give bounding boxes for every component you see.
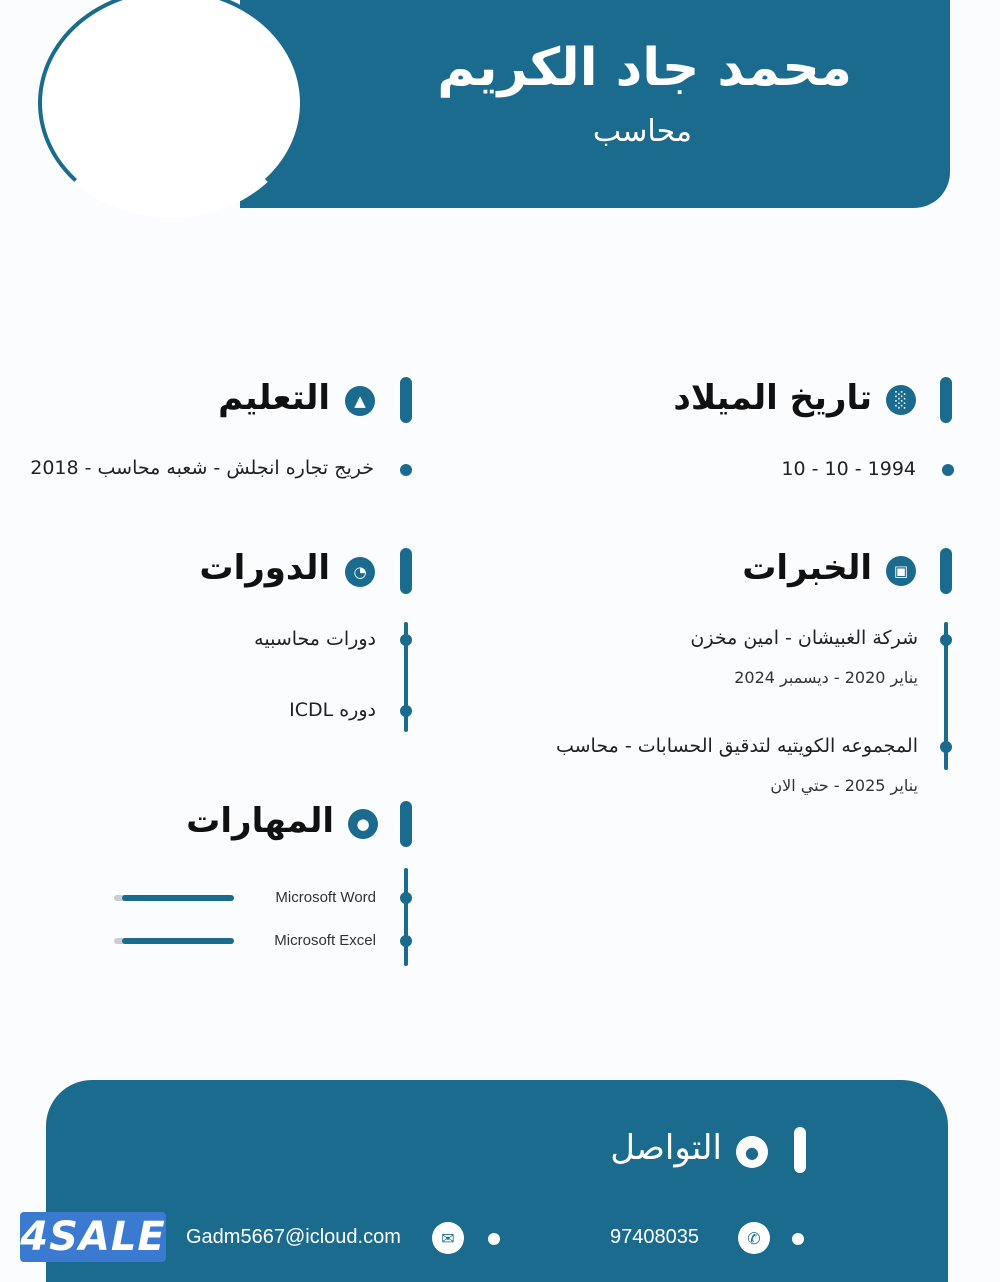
skill-label: Microsoft Word bbox=[275, 889, 376, 906]
section-bar-courses bbox=[400, 548, 412, 594]
birth-date: 1994 - 10 - 10 bbox=[781, 458, 916, 480]
experience-period: يناير 2020 - ديسمبر 2024 bbox=[734, 668, 918, 687]
section-title-education: التعليم bbox=[218, 378, 330, 418]
user-icon: ● bbox=[736, 1136, 768, 1168]
timeline-dot bbox=[940, 634, 952, 646]
experience-title: شركة الغبيشان - امين مخزن bbox=[690, 627, 918, 649]
job-title: محاسب bbox=[592, 114, 692, 149]
course-item: دوره ICDL bbox=[289, 699, 376, 721]
contact-band bbox=[46, 1080, 948, 1282]
section-title-experience: الخبرات bbox=[742, 548, 872, 588]
section-title-birth: تاريخ الميلاد bbox=[673, 378, 872, 418]
bullet bbox=[792, 1233, 804, 1245]
briefcase-icon: ▣ bbox=[886, 556, 916, 586]
section-bar-skills bbox=[400, 801, 412, 847]
section-bar-contact bbox=[794, 1127, 806, 1173]
skill-label: Microsoft Excel bbox=[274, 932, 376, 949]
section-title-contact: التواصل bbox=[610, 1128, 722, 1168]
watermark-logo: 4SALE bbox=[20, 1214, 166, 1260]
section-bar-experience bbox=[940, 548, 952, 594]
section-bar-birth bbox=[940, 377, 952, 423]
experience-period: يناير 2025 - حتي الان bbox=[770, 776, 918, 795]
experience-title: المجموعه الكويتيه لتدقيق الحسابات - محاسب bbox=[555, 735, 918, 757]
skill-bar-fill bbox=[122, 938, 234, 944]
section-bar-education bbox=[400, 377, 412, 423]
timeline-line bbox=[404, 868, 408, 966]
course-item: دورات محاسبيه bbox=[254, 628, 376, 650]
birthday-cake-icon: ░ bbox=[886, 385, 916, 415]
section-title-courses: الدورات bbox=[199, 548, 330, 588]
education-detail: خريج تجاره انجلش - شعبه محاسب - 2018 bbox=[30, 457, 374, 479]
bullet bbox=[400, 464, 412, 476]
person-name: محمد جاد الكريم bbox=[437, 38, 852, 98]
section-title-skills: المهارات bbox=[186, 801, 334, 841]
contact-email[interactable]: Gadm5667@icloud.com bbox=[186, 1226, 401, 1248]
timeline-dot bbox=[940, 741, 952, 753]
skill-bar-fill bbox=[122, 895, 234, 901]
timeline-dot bbox=[400, 634, 412, 646]
timeline-dot bbox=[400, 892, 412, 904]
lightbulb-icon: ● bbox=[348, 809, 378, 839]
contact-phone[interactable]: 97408035 bbox=[610, 1226, 699, 1248]
pie-chart-icon: ◔ bbox=[345, 557, 375, 587]
graduation-cap-icon: ▲ bbox=[345, 386, 375, 416]
bullet bbox=[488, 1233, 500, 1245]
phone-icon: ✆ bbox=[738, 1222, 770, 1254]
timeline-dot bbox=[400, 935, 412, 947]
bullet bbox=[942, 464, 954, 476]
timeline-dot bbox=[400, 705, 412, 717]
email-icon: ✉ bbox=[432, 1222, 464, 1254]
header-band bbox=[240, 0, 950, 208]
profile-photo bbox=[50, 0, 294, 214]
